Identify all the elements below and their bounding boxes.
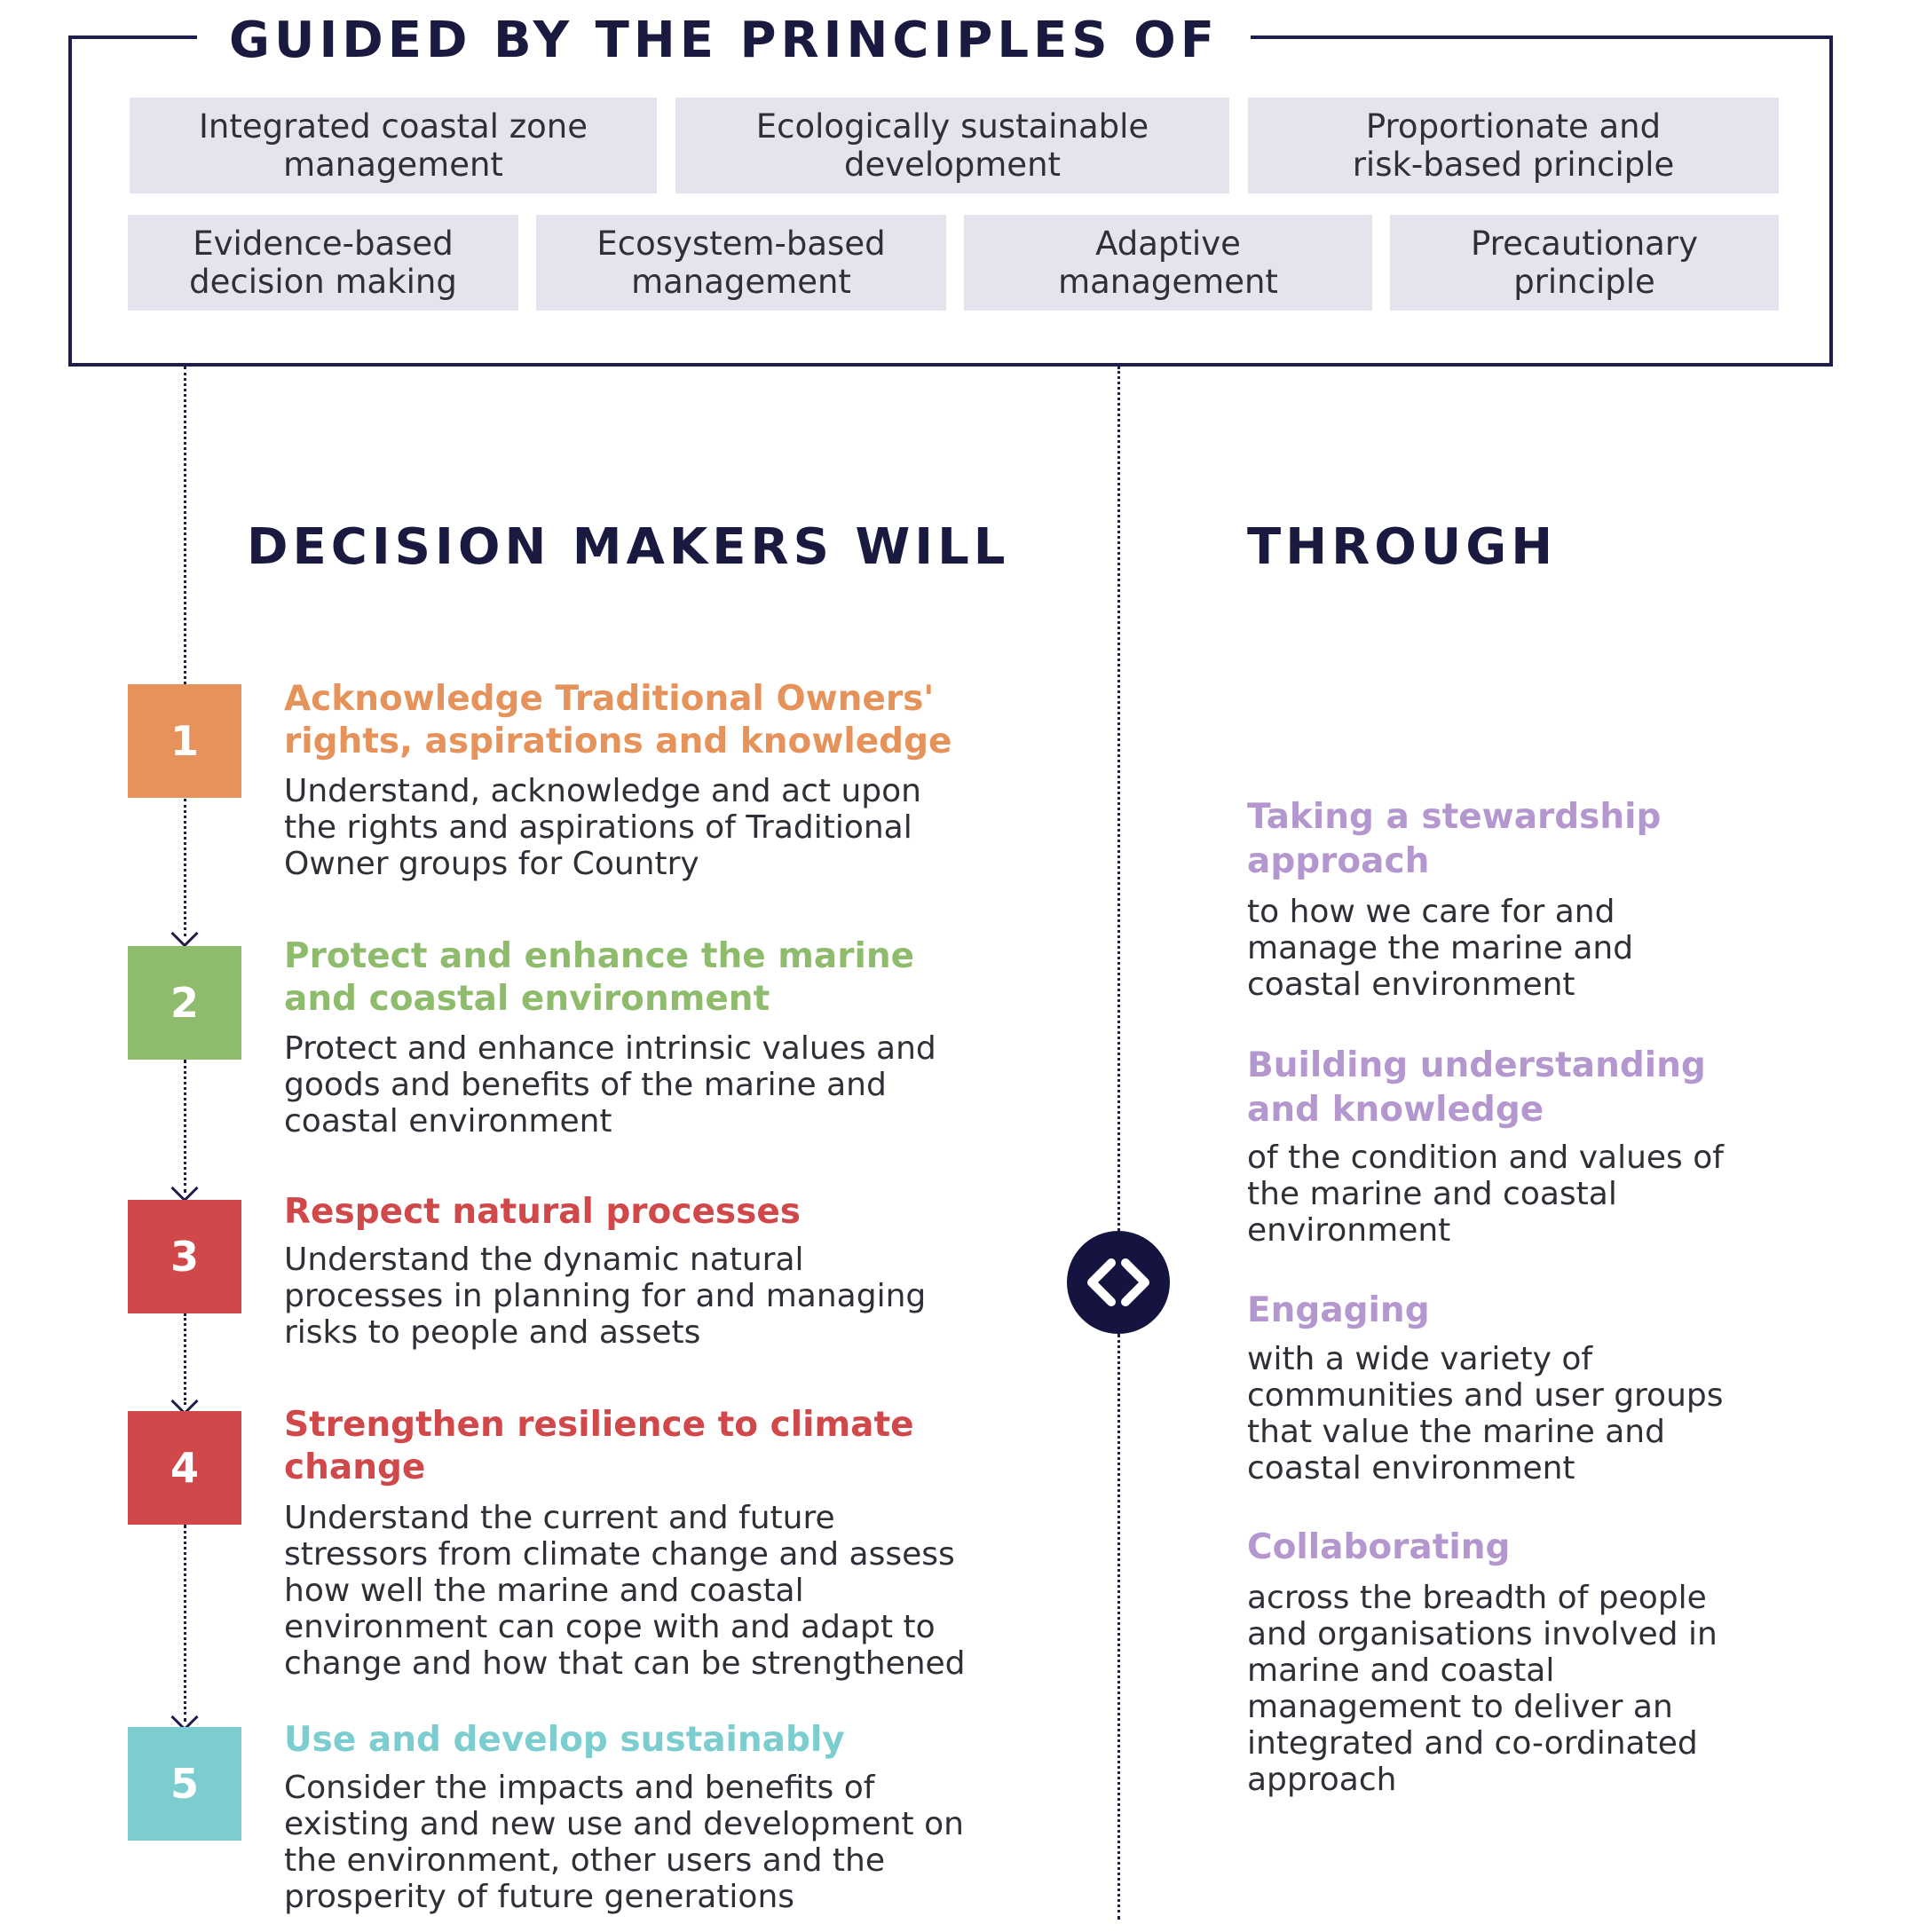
arrow-down-icon xyxy=(170,919,198,947)
through-item-description: across the breadth of people and organisations involved in marine and coastal management to deliver an integrated and co-ordinated approach xyxy=(1247,1580,1718,1798)
step-title: Strengthen resilience to climate change xyxy=(284,1405,914,1487)
through-item-title: Building understanding and knowledge xyxy=(1247,1045,1706,1130)
step-description: Protect and enhance intrinsic values and goods and benefits of the marine and coastal environment xyxy=(284,1030,936,1139)
principle-box: Adaptive management xyxy=(964,215,1372,311)
through-item-description: to how we care for and manage the marine and coastal environment xyxy=(1247,894,1634,1003)
step-number-badge: 3 xyxy=(128,1200,241,1313)
principle-box: Proportionate and risk-based principle xyxy=(1248,98,1779,193)
step-number-badge: 5 xyxy=(128,1727,241,1841)
step-number-badge: 2 xyxy=(128,946,241,1060)
decision-makers-heading: DECISION MAKERS WILL xyxy=(247,518,1010,576)
connector-line xyxy=(184,1060,186,1193)
through-item-title: Engaging xyxy=(1247,1290,1430,1330)
step-description: Consider the impacts and benefits of existing and new use and development on the environment, other users and the prosperity of future generations xyxy=(284,1770,964,1915)
connector-line xyxy=(184,799,186,936)
connector-line xyxy=(184,1525,186,1722)
through-item-description: of the condition and values of the marine and coastal environment xyxy=(1247,1139,1724,1249)
connector-line xyxy=(184,367,186,684)
step-description: Understand the dynamic natural processes in planning for and managing risks to people and assets xyxy=(284,1242,927,1351)
step-title: Protect and enhance the marine and coastal environment xyxy=(284,936,915,1019)
principle-box: Integrated coastal zone management xyxy=(130,98,657,193)
through-item-title: Taking a stewardship approach xyxy=(1247,797,1662,881)
step-title: Use and develop sustainably xyxy=(284,1720,845,1760)
step-number-badge: 1 xyxy=(128,684,241,798)
principles-frame xyxy=(68,35,1833,367)
step-number-badge: 4 xyxy=(128,1411,241,1525)
step-title: Acknowledge Traditional Owners' rights, aspirations and knowledge xyxy=(284,679,952,761)
center-divider xyxy=(1117,367,1120,1231)
principle-box: Ecosystem-based management xyxy=(536,215,946,311)
principle-box: Precautionary principle xyxy=(1390,215,1779,311)
center-divider xyxy=(1117,1334,1120,1920)
double-chevron-icon xyxy=(1067,1231,1170,1334)
step-description: Understand the current and future stressors from climate change and assess how well the marine and coastal environment can cope with and adapt to change and how that can be strengthened xyxy=(284,1500,966,1682)
step-title: Respect natural processes xyxy=(284,1192,801,1232)
principle-box: Ecologically sustainable development xyxy=(675,98,1229,193)
arrow-down-icon xyxy=(170,1174,198,1202)
through-item-description: with a wide variety of communities and user groups that value the marine and coastal environment xyxy=(1247,1341,1724,1486)
through-heading: THROUGH xyxy=(1247,518,1558,576)
step-description: Understand, acknowledge and act upon the rights and aspirations of Traditional Owner groups for Country xyxy=(284,773,921,882)
principles-title: GUIDED BY THE PRINCIPLES OF xyxy=(197,7,1251,75)
principle-box: Evidence-based decision making xyxy=(128,215,518,311)
through-item-title: Collaborating xyxy=(1247,1527,1511,1567)
